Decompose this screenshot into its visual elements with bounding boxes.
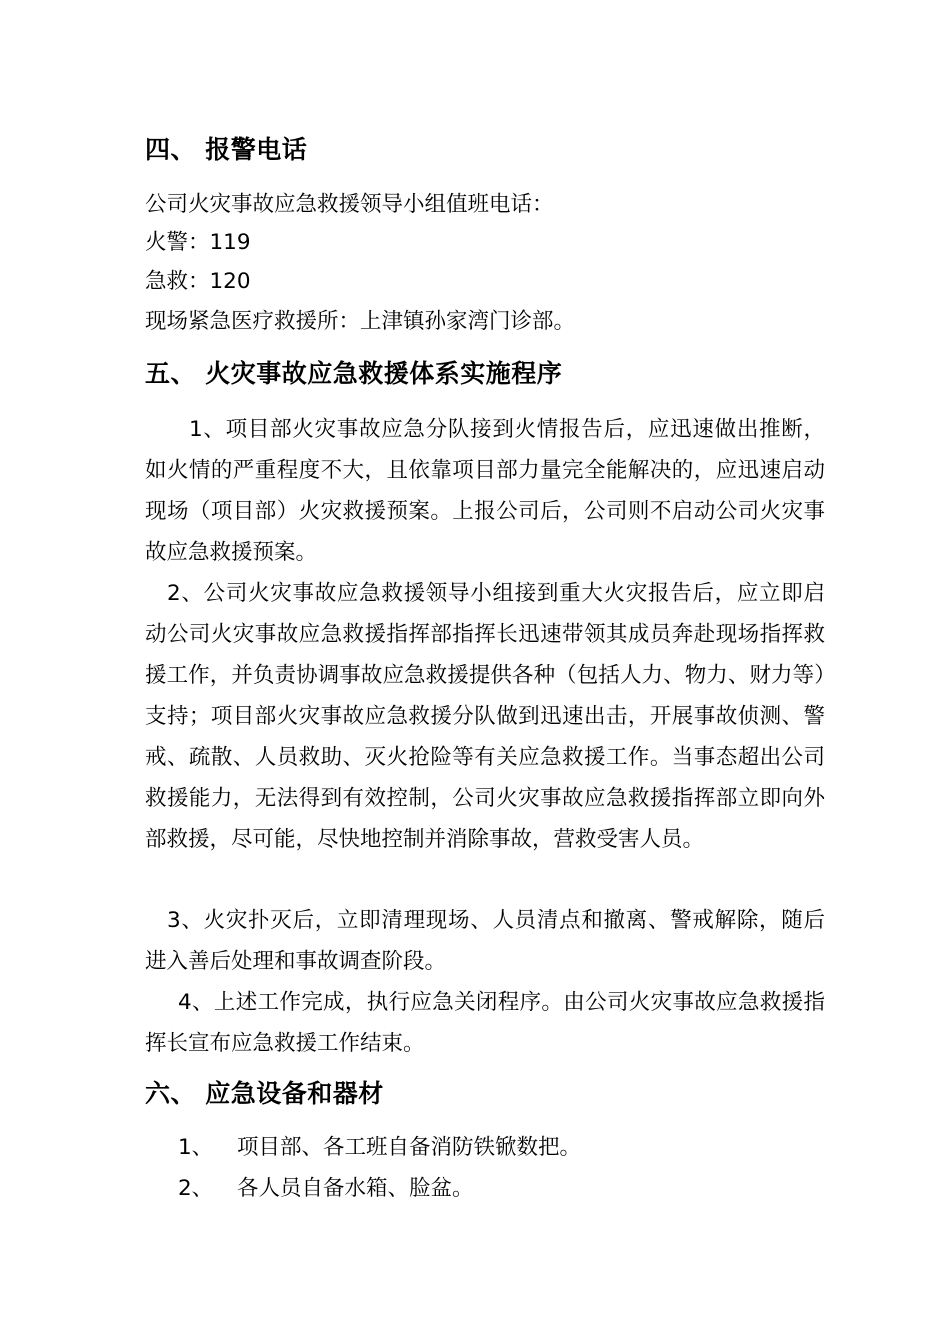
section-6-heading: 六、 应急设备和器材 xyxy=(145,1079,384,1108)
medical-station-line: 现场紧急医疗救援所：上津镇孙家湾门诊部。 xyxy=(145,309,576,334)
procedure-paragraph-4: 4、上述工作完成，执行应急关闭程序。由公司火灾事故应急救援指挥长宣布应急救援工作结束。 xyxy=(145,990,825,1056)
duty-phone-line: 公司火灾事故应急救援领导小组值班电话： xyxy=(145,192,554,217)
fire-alarm-line: 火警：119 xyxy=(145,230,251,255)
equipment-item xyxy=(145,1132,581,1164)
procedure-paragraph-2: 2、公司火灾事故应急救援领导小组接到重大火灾报告后，应立即启动公司火灾事故应急救援指挥部指挥长迅速带领其成员奔赴现场指挥救援工作，并负责协调事故应急救援提供各种（包括人力、物力、财力等）支持；项目部火灾事故应急救援分队做到迅速出击，开展事故侦测、警戒、疏散、人员救助、灭火抢险等有关应急救援工作。当事态超出公司救援能力，无法得到有效控制，公司火灾事故应急救援指挥部立即向外部救援，尽可能，尽快地控制并消除事故，营救受害人员。 xyxy=(145,581,825,852)
procedure-paragraph-1: 1、项目部火灾事故应急分队接到火情报告后，应迅速做出推断，如火情的严重程度不大，且依靠项目部力量完全能解决的，应迅速启动现场（项目部）火灾救援预案。上报公司后，公司则不启动公司火灾事故应急救援预案。 xyxy=(145,417,825,565)
item-number: 2、 xyxy=(178,1176,214,1201)
procedure-paragraph-3: 3、火灾扑灭后，立即清理现场、人员清点和撤离、警戒解除，随后进入善后处理和事故调查阶段。 xyxy=(145,908,825,974)
emergency-line: 急救：120 xyxy=(145,269,251,294)
section-4-heading: 四、 报警电话 xyxy=(145,135,308,164)
item-number: 1、 xyxy=(178,1135,214,1160)
item-text: 各人员自备水箱、脸盆。 xyxy=(237,1176,474,1201)
equipment-item xyxy=(145,1173,474,1205)
section-5-heading: 五、 火灾事故应急救援体系实施程序 xyxy=(145,359,563,388)
item-text: 项目部、各工班自备消防铁锨数把。 xyxy=(237,1135,582,1160)
